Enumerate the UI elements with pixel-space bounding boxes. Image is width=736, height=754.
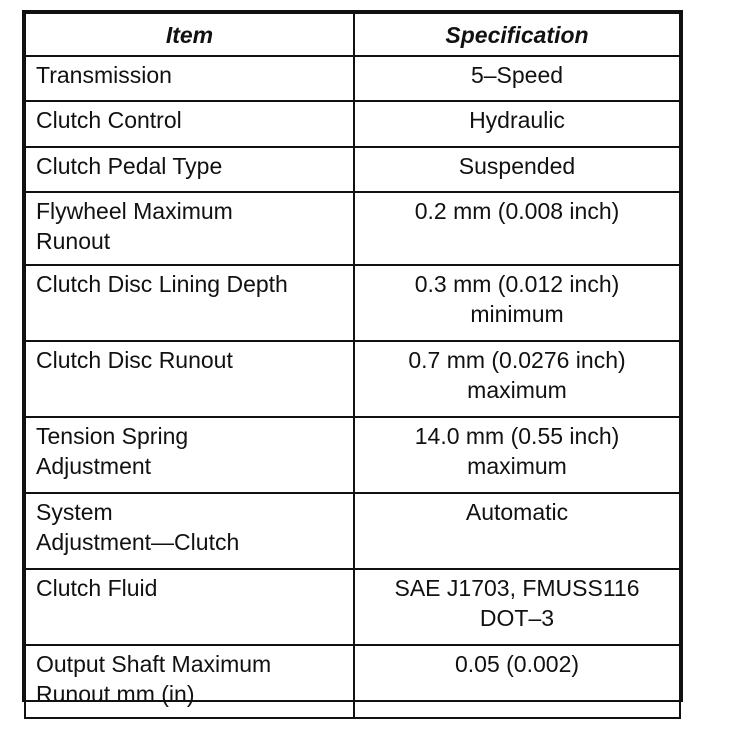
spec-text: 0.7 mm (0.0276 inch) <box>408 347 626 373</box>
table-row <box>25 56 680 101</box>
spec-cell <box>354 56 680 101</box>
item-text: Clutch Disc Runout <box>36 347 233 373</box>
header-item: Item <box>25 13 354 56</box>
spec-text: minimum <box>470 301 564 327</box>
spec-table-frame <box>22 10 683 707</box>
table-row <box>25 569 680 645</box>
item-text: Runout <box>36 228 111 254</box>
spec-text: 0.05 (0.002) <box>454 651 580 677</box>
spec-text: 0.3 mm (0.012 inch) <box>414 271 620 297</box>
spec-text: maximum <box>467 377 567 403</box>
spec-cell <box>354 569 680 645</box>
item-text: Clutch Fluid <box>36 575 158 601</box>
spec-text: SAE J1703, FMUSS116 <box>394 575 640 601</box>
item-text: Adjustment—Clutch <box>36 529 240 555</box>
spec-cell <box>354 417 680 493</box>
spec-cell <box>354 265 680 341</box>
spec-text: Automatic <box>465 499 569 525</box>
spec-cell <box>354 192 680 265</box>
spec-text: Hydraulic <box>469 107 565 133</box>
item-text: Tension Spring <box>36 423 189 449</box>
table-row <box>25 493 680 569</box>
table-row <box>25 147 680 192</box>
spec-text: maximum <box>467 453 567 479</box>
table-row <box>25 101 680 147</box>
item-text: Flywheel Maximum <box>36 198 233 224</box>
spec-cell <box>354 645 680 718</box>
item-cell <box>25 493 354 569</box>
spec-table <box>24 12 681 719</box>
spec-cell <box>354 101 680 147</box>
item-cell <box>25 101 354 147</box>
item-text: Transmission <box>36 62 172 88</box>
table-header-row <box>25 13 680 56</box>
item-text: Clutch Pedal Type <box>36 153 223 179</box>
item-text: Adjustment <box>36 453 152 479</box>
spec-text: 5–Speed <box>470 62 564 88</box>
spec-text: DOT–3 <box>479 605 555 631</box>
item-text: Runout mm (in) <box>36 681 195 707</box>
spec-cell <box>354 147 680 192</box>
header-specification: Specification <box>354 13 680 56</box>
item-cell <box>25 569 354 645</box>
spec-cell <box>354 493 680 569</box>
spec-text: Suspended <box>458 153 576 179</box>
item-text: Output Shaft Maximum <box>36 651 272 677</box>
item-cell <box>25 147 354 192</box>
table-row <box>25 192 680 265</box>
item-cell <box>25 341 354 417</box>
table-row <box>25 417 680 493</box>
spec-cell <box>354 341 680 417</box>
item-cell <box>25 265 354 341</box>
item-cell <box>25 417 354 493</box>
item-text: Clutch Control <box>36 107 182 133</box>
item-text: System <box>36 499 113 525</box>
table-row <box>25 341 680 417</box>
item-cell <box>25 192 354 265</box>
table-row <box>25 265 680 341</box>
item-cell <box>25 56 354 101</box>
item-text: Clutch Disc Lining Depth <box>36 271 288 297</box>
table-row <box>25 645 680 718</box>
spec-text: 14.0 mm (0.55 inch) <box>414 423 620 449</box>
item-cell <box>25 645 354 718</box>
spec-text: 0.2 mm (0.008 inch) <box>414 198 620 224</box>
